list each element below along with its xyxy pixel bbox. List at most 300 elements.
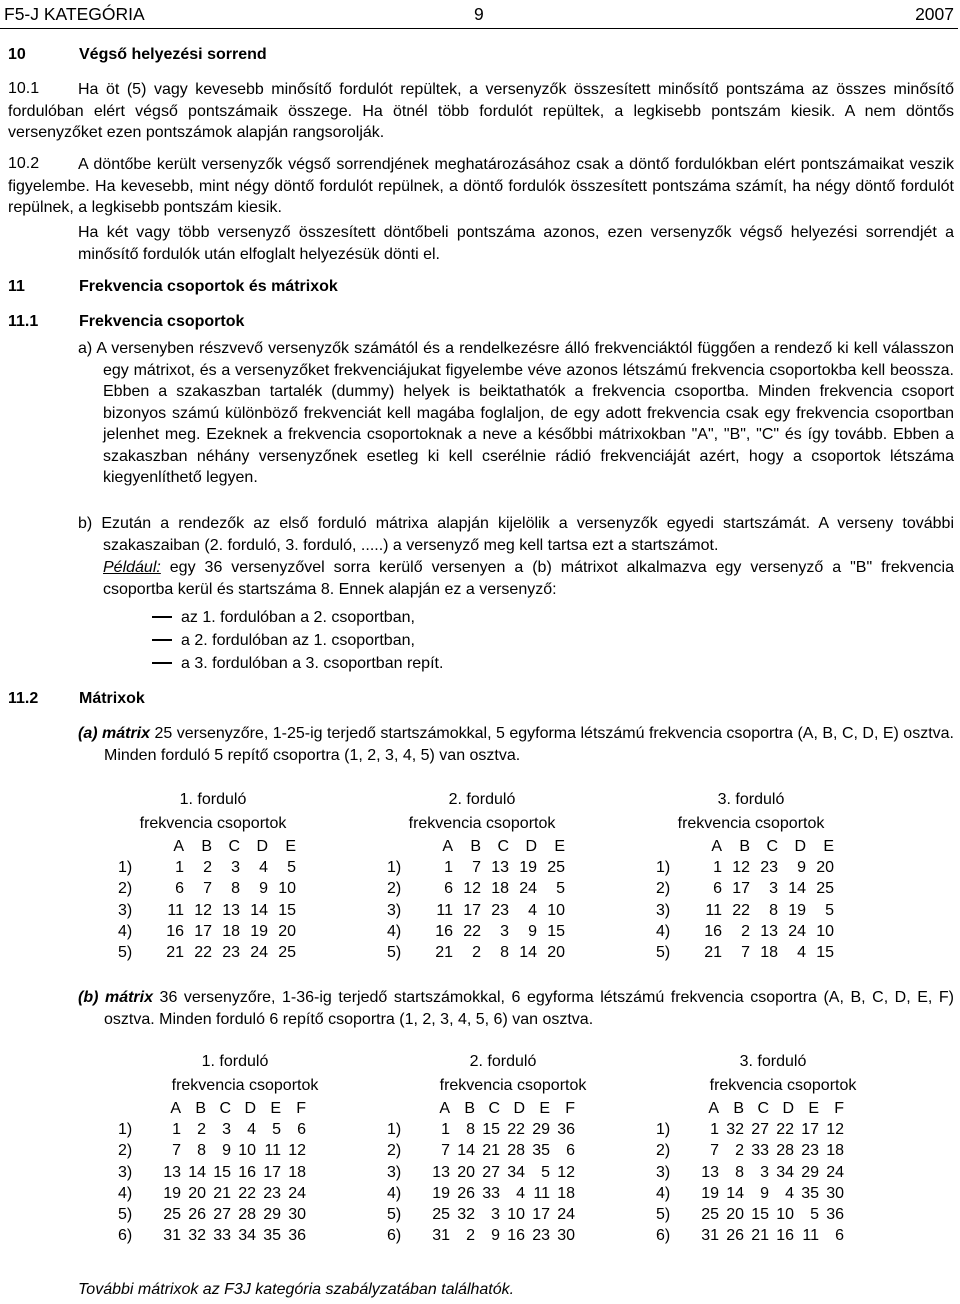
dash-mark	[152, 639, 172, 641]
matrix-start-number: 22	[732, 901, 750, 919]
matrix-heat-label: 5)	[387, 944, 402, 962]
matrix-start-number: 8	[231, 880, 240, 898]
matrix-start-number: 18	[557, 1184, 575, 1202]
matrix-start-number: 10	[547, 901, 565, 919]
matrix-start-number: 20	[726, 1206, 744, 1224]
para-example	[103, 557, 954, 600]
matrix-row	[118, 879, 296, 900]
matrix-heat-label: 2)	[118, 880, 133, 898]
matrix-start-number: 4	[516, 1184, 525, 1202]
matrix-a-round-3-table	[656, 836, 834, 964]
matrix-start-number: 8	[735, 1163, 744, 1181]
matrix-heat-label: 6)	[656, 1227, 671, 1245]
matrix-start-number: 17	[463, 901, 481, 919]
matrix-header-row	[656, 836, 834, 857]
matrix-start-number: 11	[167, 901, 184, 919]
matrix-start-number: 23	[760, 858, 778, 876]
matrix-start-number: 25	[701, 1206, 719, 1224]
matrix-start-number: 15	[213, 1163, 231, 1181]
matrix-b-round-3-title: 3. forduló	[739, 1053, 807, 1070]
matrix-group-header: C	[219, 1099, 231, 1117]
matrix-start-number: 8	[466, 1120, 475, 1138]
matrix-row	[656, 1183, 844, 1204]
matrix-start-number: 23	[801, 1142, 819, 1160]
matrix-heat-label: 5)	[118, 1206, 133, 1224]
matrix-header-row	[387, 836, 565, 857]
matrix-start-number: 15	[816, 944, 834, 962]
matrix-b-round-2-subtitle: frekvencia csoportok	[439, 1077, 587, 1094]
matrix-start-number: 32	[188, 1227, 206, 1245]
matrix-a-label: (a) mátrix	[78, 725, 151, 742]
matrix-start-number: 15	[278, 901, 296, 919]
matrix-row	[387, 1204, 575, 1225]
matrix-a-round-3-subtitle: frekvencia csoportok	[677, 815, 825, 832]
matrix-start-number: 1	[713, 858, 722, 876]
matrix-heat-label: 3)	[387, 901, 402, 919]
matrix-start-number: 11	[436, 901, 453, 919]
matrix-b-description	[78, 987, 954, 1030]
matrix-start-number: 7	[472, 858, 481, 876]
matrix-start-number: 9	[760, 1184, 769, 1202]
matrix-row	[118, 1226, 306, 1247]
matrix-start-number: 25	[816, 880, 834, 898]
matrix-start-number: 3	[769, 880, 778, 898]
matrix-start-number: 12	[826, 1120, 844, 1138]
para-10-2-tie: Ha két vagy több versenyző összesített döntőbeli pontszáma azonos, ezen versenyzők végső helyezési sorrendjét a minősítő fordulók után elfoglalt helyezésük dönti el.	[78, 224, 954, 263]
matrix-row	[118, 942, 296, 963]
matrix-start-number: 16	[776, 1227, 794, 1245]
matrix-start-number: 34	[238, 1227, 256, 1245]
matrix-start-number: 19	[250, 922, 268, 940]
matrix-row	[387, 879, 565, 900]
matrix-start-number: 16	[238, 1163, 256, 1181]
section-11-number: 11	[8, 278, 25, 295]
matrix-heat-label: 4)	[656, 1184, 671, 1202]
matrix-start-number: 5	[287, 858, 296, 876]
matrix-start-number: 15	[547, 922, 565, 940]
matrix-heat-label: 3)	[387, 1163, 402, 1181]
matrix-start-number: 29	[801, 1163, 819, 1181]
matrix-start-number: 28	[238, 1206, 256, 1224]
matrix-group-header: C	[228, 837, 240, 855]
matrix-row	[387, 1162, 575, 1183]
matrix-start-number: 22	[463, 922, 481, 940]
matrix-start-number: 20	[188, 1184, 206, 1202]
matrix-group-header: A	[711, 837, 722, 855]
matrix-start-number: 27	[751, 1120, 769, 1138]
example-text: egy 36 versenyzővel sorra kerülő versenyen a (b) mátrixot alkalmazva egy versenyző a "B" frekvencia csoportba kerül és startszáma 8. Ennek alapján ez a versenyző:	[103, 559, 954, 598]
matrix-start-number: 22	[507, 1120, 525, 1138]
matrix-heat-label: 1)	[387, 858, 402, 876]
matrix-start-number: 1	[172, 1120, 181, 1138]
matrix-start-number: 17	[532, 1206, 550, 1224]
matrix-start-number: 2	[203, 858, 212, 876]
matrix-heat-label: 3)	[656, 901, 671, 919]
matrix-start-number: 36	[826, 1206, 844, 1224]
matrix-start-number: 15	[751, 1206, 769, 1224]
matrix-start-number: 11	[705, 901, 722, 919]
para-10-1: Ha öt (5) vagy kevesebb minősítő fordulót repültek, a versenyzők összesített minősítő pontszáma az összes minősítő fordulóban elért végső pontszámaik összege. Ha ötnél több fordulót repültek, a legkisebb pontszám kiesik. A nem döntős versenyzőket ezen pontszámok alapján rangsorolják.	[8, 81, 954, 141]
para-11-1-a: a) A versenyben részvevő versenyzők számától és a rendelkezésre álló frekvenciáktól függően a rendező ki kell válasszon egy mátrixot, és a versenyzőket frekvenciájukat figyelembe véve azonos létszámú frekvencia csoportokba kell beossza. Ebben a szakaszban tartalék (dummy) helyek is beiktathatók a frekvencia csoportba. Minden frekvencia csoport bizonyos számú különböző frekvenciát kell magába foglaljon, de egy adott frekvencia csak egy frekvencia csoportban jelenhet meg. Ezeknek a frekvencia csoportoknak a neve a későbbi mátrixokban "A", "B", "C" és így tovább. Ebben a szakaszban néhány versenyzőnek esetleg ki kell cserélnie rádió frekvenciáját azért, hogy a csoportok létszáma kiegyenlíthető legyen.	[78, 340, 954, 486]
matrix-start-number: 13	[491, 858, 509, 876]
matrix-row	[387, 857, 565, 878]
section-11-2-number: 11.2	[8, 690, 39, 707]
matrix-start-number: 25	[432, 1206, 450, 1224]
matrix-heat-label: 3)	[656, 1163, 671, 1181]
matrix-row	[656, 879, 834, 900]
matrix-start-number: 20	[457, 1163, 475, 1181]
matrix-a-round-2-title: 2. forduló	[448, 791, 516, 808]
matrix-start-number: 16	[166, 922, 184, 940]
matrix-group-header: B	[464, 1099, 475, 1117]
matrix-row	[118, 1162, 306, 1183]
matrix-start-number: 12	[288, 1142, 306, 1160]
matrix-row	[656, 1226, 844, 1247]
matrix-start-number: 25	[547, 858, 565, 876]
section-11-1-title: Frekvencia csoportok	[79, 313, 245, 330]
matrix-start-number: 19	[163, 1184, 181, 1202]
matrix-start-number: 4	[528, 901, 537, 919]
matrix-start-number: 34	[507, 1163, 525, 1181]
matrix-start-number: 18	[491, 880, 509, 898]
matrix-heat-label: 4)	[118, 1184, 133, 1202]
matrix-start-number: 10	[238, 1142, 256, 1160]
matrix-start-number: 36	[557, 1120, 575, 1138]
matrix-header-row	[118, 836, 296, 857]
matrix-start-number: 25	[278, 944, 296, 962]
matrix-start-number: 4	[785, 1184, 794, 1202]
matrix-row	[656, 857, 834, 878]
matrix-heat-label: 2)	[656, 1142, 671, 1160]
matrix-row	[118, 1183, 306, 1204]
matrix-start-number: 2	[466, 1227, 475, 1245]
matrix-start-number: 1	[444, 858, 453, 876]
matrix-start-number: 34	[776, 1163, 794, 1181]
matrix-heat-label: 5)	[387, 1206, 402, 1224]
matrix-start-number: 20	[547, 944, 565, 962]
matrix-heat-label: 3)	[118, 901, 133, 919]
matrix-start-number: 3	[500, 922, 509, 940]
matrix-start-number: 23	[263, 1184, 281, 1202]
matrix-heat-label: 1)	[656, 858, 671, 876]
matrix-a-text: 25 versenyzőre, 1-25-ig terjedő startszámokkal, 5 egyforma létszámú frekvencia csoportra (A, B, C, D, E) osztva. Minden forduló 5 repítő csoportra (1, 2, 3, 4, 5) van osztva.	[104, 725, 954, 764]
matrix-start-number: 17	[194, 922, 212, 940]
matrix-start-number: 14	[519, 944, 537, 962]
matrix-row	[118, 921, 296, 942]
matrix-start-number: 3	[491, 1206, 500, 1224]
matrix-row	[387, 942, 565, 963]
matrix-start-number: 24	[826, 1163, 844, 1181]
matrix-start-number: 30	[826, 1184, 844, 1202]
matrix-start-number: 35	[801, 1184, 819, 1202]
matrix-start-number: 5	[541, 1163, 550, 1181]
para-10-2-number: 10.2	[8, 155, 40, 172]
matrix-row	[387, 1183, 575, 1204]
matrix-row	[387, 900, 565, 921]
matrix-heat-label: 2)	[387, 880, 402, 898]
matrix-start-number: 9	[528, 922, 537, 940]
matrix-corner-cell	[118, 1098, 156, 1119]
example-item-1	[152, 609, 415, 627]
matrix-start-number: 18	[826, 1142, 844, 1160]
matrix-start-number: 10	[776, 1206, 794, 1224]
matrix-start-number: 2	[197, 1120, 206, 1138]
matrix-heat-label: 1)	[118, 1120, 133, 1138]
matrix-start-number: 30	[557, 1227, 575, 1245]
matrix-row	[656, 1119, 844, 1140]
matrix-start-number: 7	[741, 944, 750, 962]
matrix-start-number: 13	[701, 1163, 719, 1181]
matrix-start-number: 28	[507, 1142, 525, 1160]
matrix-start-number: 24	[557, 1206, 575, 1224]
matrix-start-number: 7	[172, 1142, 181, 1160]
matrix-group-header: B	[470, 837, 481, 855]
matrix-start-number: 30	[288, 1206, 306, 1224]
matrix-start-number: 2	[735, 1142, 744, 1160]
matrix-start-number: 9	[797, 858, 806, 876]
matrix-start-number: 4	[247, 1120, 256, 1138]
matrix-start-number: 6	[713, 880, 722, 898]
matrix-group-header: B	[195, 1099, 206, 1117]
matrix-start-number: 11	[264, 1142, 281, 1160]
matrix-heat-label: 1)	[118, 858, 133, 876]
matrix-start-number: 27	[482, 1163, 500, 1181]
matrix-b-round-1-title: 1. forduló	[201, 1053, 269, 1070]
matrix-start-number: 1	[175, 858, 184, 876]
matrix-start-number: 12	[463, 880, 481, 898]
matrix-b-round-2-title: 2. forduló	[469, 1053, 537, 1070]
matrix-heat-label: 6)	[118, 1227, 133, 1245]
example-item-2-text: a 2. fordulóban az 1. csoportban,	[181, 632, 415, 649]
matrix-start-number: 1	[441, 1120, 450, 1138]
matrix-row	[118, 1141, 306, 1162]
matrix-start-number: 16	[435, 922, 453, 940]
matrix-start-number: 10	[507, 1206, 525, 1224]
matrix-group-header: C	[766, 837, 778, 855]
matrix-start-number: 18	[288, 1163, 306, 1181]
matrix-start-number: 6	[444, 880, 453, 898]
matrix-corner-cell	[387, 836, 425, 857]
matrix-group-header: C	[497, 837, 509, 855]
matrix-start-number: 36	[288, 1227, 306, 1245]
matrix-a-round-1-subtitle: frekvencia csoportok	[139, 815, 287, 832]
matrix-group-header: F	[834, 1099, 844, 1117]
matrix-b-round-2-table	[387, 1098, 575, 1247]
section-11-1-number: 11.1	[8, 313, 39, 330]
matrix-heat-label: 4)	[118, 922, 133, 940]
matrix-row	[656, 921, 834, 942]
matrix-start-number: 31	[432, 1227, 450, 1245]
matrix-start-number: 6	[175, 880, 184, 898]
matrix-start-number: 9	[222, 1142, 231, 1160]
matrix-start-number: 28	[776, 1142, 794, 1160]
matrix-group-header: B	[201, 837, 212, 855]
matrix-corner-cell	[387, 1098, 425, 1119]
matrix-group-header: F	[565, 1099, 575, 1117]
matrix-row	[387, 1141, 575, 1162]
matrix-b-round-1-subtitle: frekvencia csoportok	[171, 1077, 319, 1094]
matrix-group-header: D	[525, 837, 537, 855]
matrix-header-row	[118, 1098, 306, 1119]
example-item-1-text: az 1. fordulóban a 2. csoportban,	[181, 609, 415, 626]
matrix-group-header: A	[173, 837, 184, 855]
matrix-start-number: 14	[250, 901, 268, 919]
matrix-start-number: 21	[751, 1227, 769, 1245]
matrix-heat-label: 2)	[118, 1142, 133, 1160]
matrix-start-number: 24	[519, 880, 537, 898]
matrix-start-number: 33	[482, 1184, 500, 1202]
matrix-start-number: 4	[259, 858, 268, 876]
matrix-start-number: 9	[491, 1227, 500, 1245]
matrix-heat-label: 1)	[656, 1120, 671, 1138]
matrix-b-label: (b) mátrix	[78, 989, 153, 1006]
matrix-start-number: 13	[163, 1163, 181, 1181]
matrix-group-header: E	[808, 1099, 819, 1117]
matrix-group-header: A	[442, 837, 453, 855]
header-year: 2007	[915, 4, 954, 24]
matrix-heat-label: 2)	[656, 880, 671, 898]
header-page-number: 9	[474, 4, 484, 24]
matrix-group-header: D	[256, 837, 268, 855]
matrix-row	[387, 1119, 575, 1140]
matrix-a-round-2-subtitle: frekvencia csoportok	[408, 815, 556, 832]
matrix-group-header: A	[170, 1099, 181, 1117]
dash-mark	[152, 616, 172, 618]
matrix-a-round-1-table	[118, 836, 296, 964]
matrix-start-number: 27	[213, 1206, 231, 1224]
para-10-1-number: 10.1	[8, 80, 40, 97]
matrix-start-number: 23	[222, 944, 240, 962]
matrix-heat-label: 5)	[656, 944, 671, 962]
matrix-corner-cell	[656, 1098, 694, 1119]
matrix-header-row	[387, 1098, 575, 1119]
matrix-b-round-1-table	[118, 1098, 306, 1247]
matrix-start-number: 32	[726, 1120, 744, 1138]
matrix-row	[118, 1204, 306, 1225]
matrix-start-number: 35	[263, 1227, 281, 1245]
matrix-group-header: F	[296, 1099, 306, 1117]
matrix-row	[656, 900, 834, 921]
matrix-group-header: A	[708, 1099, 719, 1117]
matrix-start-number: 12	[194, 901, 212, 919]
section-10-title: Végső helyezési sorrend	[79, 46, 267, 63]
example-item-3-text: a 3. fordulóban a 3. csoportban repít.	[181, 655, 444, 672]
matrix-b-round-3-table	[656, 1098, 844, 1247]
matrix-start-number: 6	[297, 1120, 306, 1138]
matrix-start-number: 19	[701, 1184, 719, 1202]
matrix-start-number: 13	[760, 922, 778, 940]
matrix-start-number: 22	[776, 1120, 794, 1138]
matrix-start-number: 2	[741, 922, 750, 940]
matrix-group-header: D	[794, 837, 806, 855]
matrix-start-number: 22	[194, 944, 212, 962]
matrix-heat-label: 4)	[656, 922, 671, 940]
matrix-group-header: E	[823, 837, 834, 855]
matrix-header-row	[656, 1098, 844, 1119]
dash-mark	[152, 662, 172, 664]
matrix-start-number: 33	[751, 1142, 769, 1160]
matrix-start-number: 24	[250, 944, 268, 962]
matrix-start-number: 8	[500, 944, 509, 962]
matrix-group-header: C	[488, 1099, 500, 1117]
matrix-start-number: 26	[457, 1184, 475, 1202]
matrix-start-number: 3	[760, 1163, 769, 1181]
matrix-b-round-3-subtitle: frekvencia csoportok	[709, 1077, 857, 1094]
matrix-start-number: 22	[238, 1184, 256, 1202]
example-item-3	[152, 655, 443, 673]
matrix-group-header: D	[782, 1099, 794, 1117]
matrix-start-number: 26	[188, 1206, 206, 1224]
matrix-a-round-3-title: 3. forduló	[717, 791, 785, 808]
matrix-start-number: 29	[532, 1120, 550, 1138]
matrix-heat-label: 1)	[387, 1120, 402, 1138]
matrix-start-number: 32	[457, 1206, 475, 1224]
matrix-start-number: 25	[163, 1206, 181, 1224]
matrix-start-number: 21	[482, 1142, 500, 1160]
matrix-corner-cell	[656, 836, 694, 857]
matrix-group-header: B	[739, 837, 750, 855]
matrix-b-text: 36 versenyzőre, 1-36-ig terjedő startszámokkal, 6 egyforma létszámú frekvencia csoportra (A, B, C, D, E, F) osztva. Minden forduló 6 repítő csoportra (1, 2, 3, 4, 5, 6) van osztva.	[104, 989, 954, 1028]
para-11-1-b: b) Ezután a rendezők az első forduló mátrixa alapján kijelölik a versenyzők egyedi startszámát. A verseny további szakaszaiban (2. forduló, 3. forduló, .....) a versenyző meg kell tartsa ezt a startszámot.	[78, 515, 954, 554]
matrix-start-number: 5	[556, 880, 565, 898]
matrix-start-number: 13	[222, 901, 240, 919]
matrix-start-number: 31	[701, 1227, 719, 1245]
matrix-start-number: 23	[532, 1227, 550, 1245]
matrix-group-header: B	[733, 1099, 744, 1117]
matrix-start-number: 16	[704, 922, 722, 940]
matrix-start-number: 19	[432, 1184, 450, 1202]
para-10-2: A döntőbe került versenyzők végső sorrendjének meghatározásához csak a döntő fordulókban elért pontszámaikat veszik figyelembe. Ha kevesebb, mint négy döntő fordulót repülnek, a döntő fordulók összesített pontszáma számít, ha négy döntő fordulót repülnek, a legkisebb pontszám kiesik.	[8, 156, 954, 216]
matrix-start-number: 23	[491, 901, 509, 919]
matrix-heat-label: 3)	[118, 1163, 133, 1181]
matrix-start-number: 31	[163, 1227, 181, 1245]
matrix-start-number: 6	[835, 1227, 844, 1245]
matrix-start-number: 14	[188, 1163, 206, 1181]
matrix-start-number: 8	[197, 1142, 206, 1160]
matrix-start-number: 20	[816, 858, 834, 876]
matrix-start-number: 35	[532, 1142, 550, 1160]
matrix-start-number: 6	[566, 1142, 575, 1160]
matrix-start-number: 33	[213, 1227, 231, 1245]
matrix-start-number: 12	[557, 1163, 575, 1181]
matrix-start-number: 17	[732, 880, 750, 898]
matrix-heat-label: 4)	[387, 922, 402, 940]
matrix-row	[118, 900, 296, 921]
matrix-heat-label: 2)	[387, 1142, 402, 1160]
matrix-start-number: 12	[732, 858, 750, 876]
matrix-start-number: 24	[788, 922, 806, 940]
matrix-start-number: 10	[278, 880, 296, 898]
matrix-start-number: 5	[272, 1120, 281, 1138]
matrix-row	[656, 1162, 844, 1183]
matrix-heat-label: 5)	[118, 944, 133, 962]
example-item-2	[152, 632, 415, 650]
matrix-row	[118, 857, 296, 878]
matrix-a-round-1-title: 1. forduló	[179, 791, 247, 808]
matrix-group-header: D	[244, 1099, 256, 1117]
matrix-a-description	[78, 723, 954, 766]
matrix-start-number: 7	[441, 1142, 450, 1160]
matrix-start-number: 21	[166, 944, 184, 962]
matrix-group-header: E	[554, 837, 565, 855]
section-11-2-title: Mátrixok	[79, 690, 145, 707]
matrix-row	[387, 921, 565, 942]
page-header	[0, 0, 958, 29]
matrix-group-header: D	[513, 1099, 525, 1117]
matrix-group-header: A	[439, 1099, 450, 1117]
matrix-start-number: 16	[507, 1227, 525, 1245]
matrix-start-number: 20	[278, 922, 296, 940]
